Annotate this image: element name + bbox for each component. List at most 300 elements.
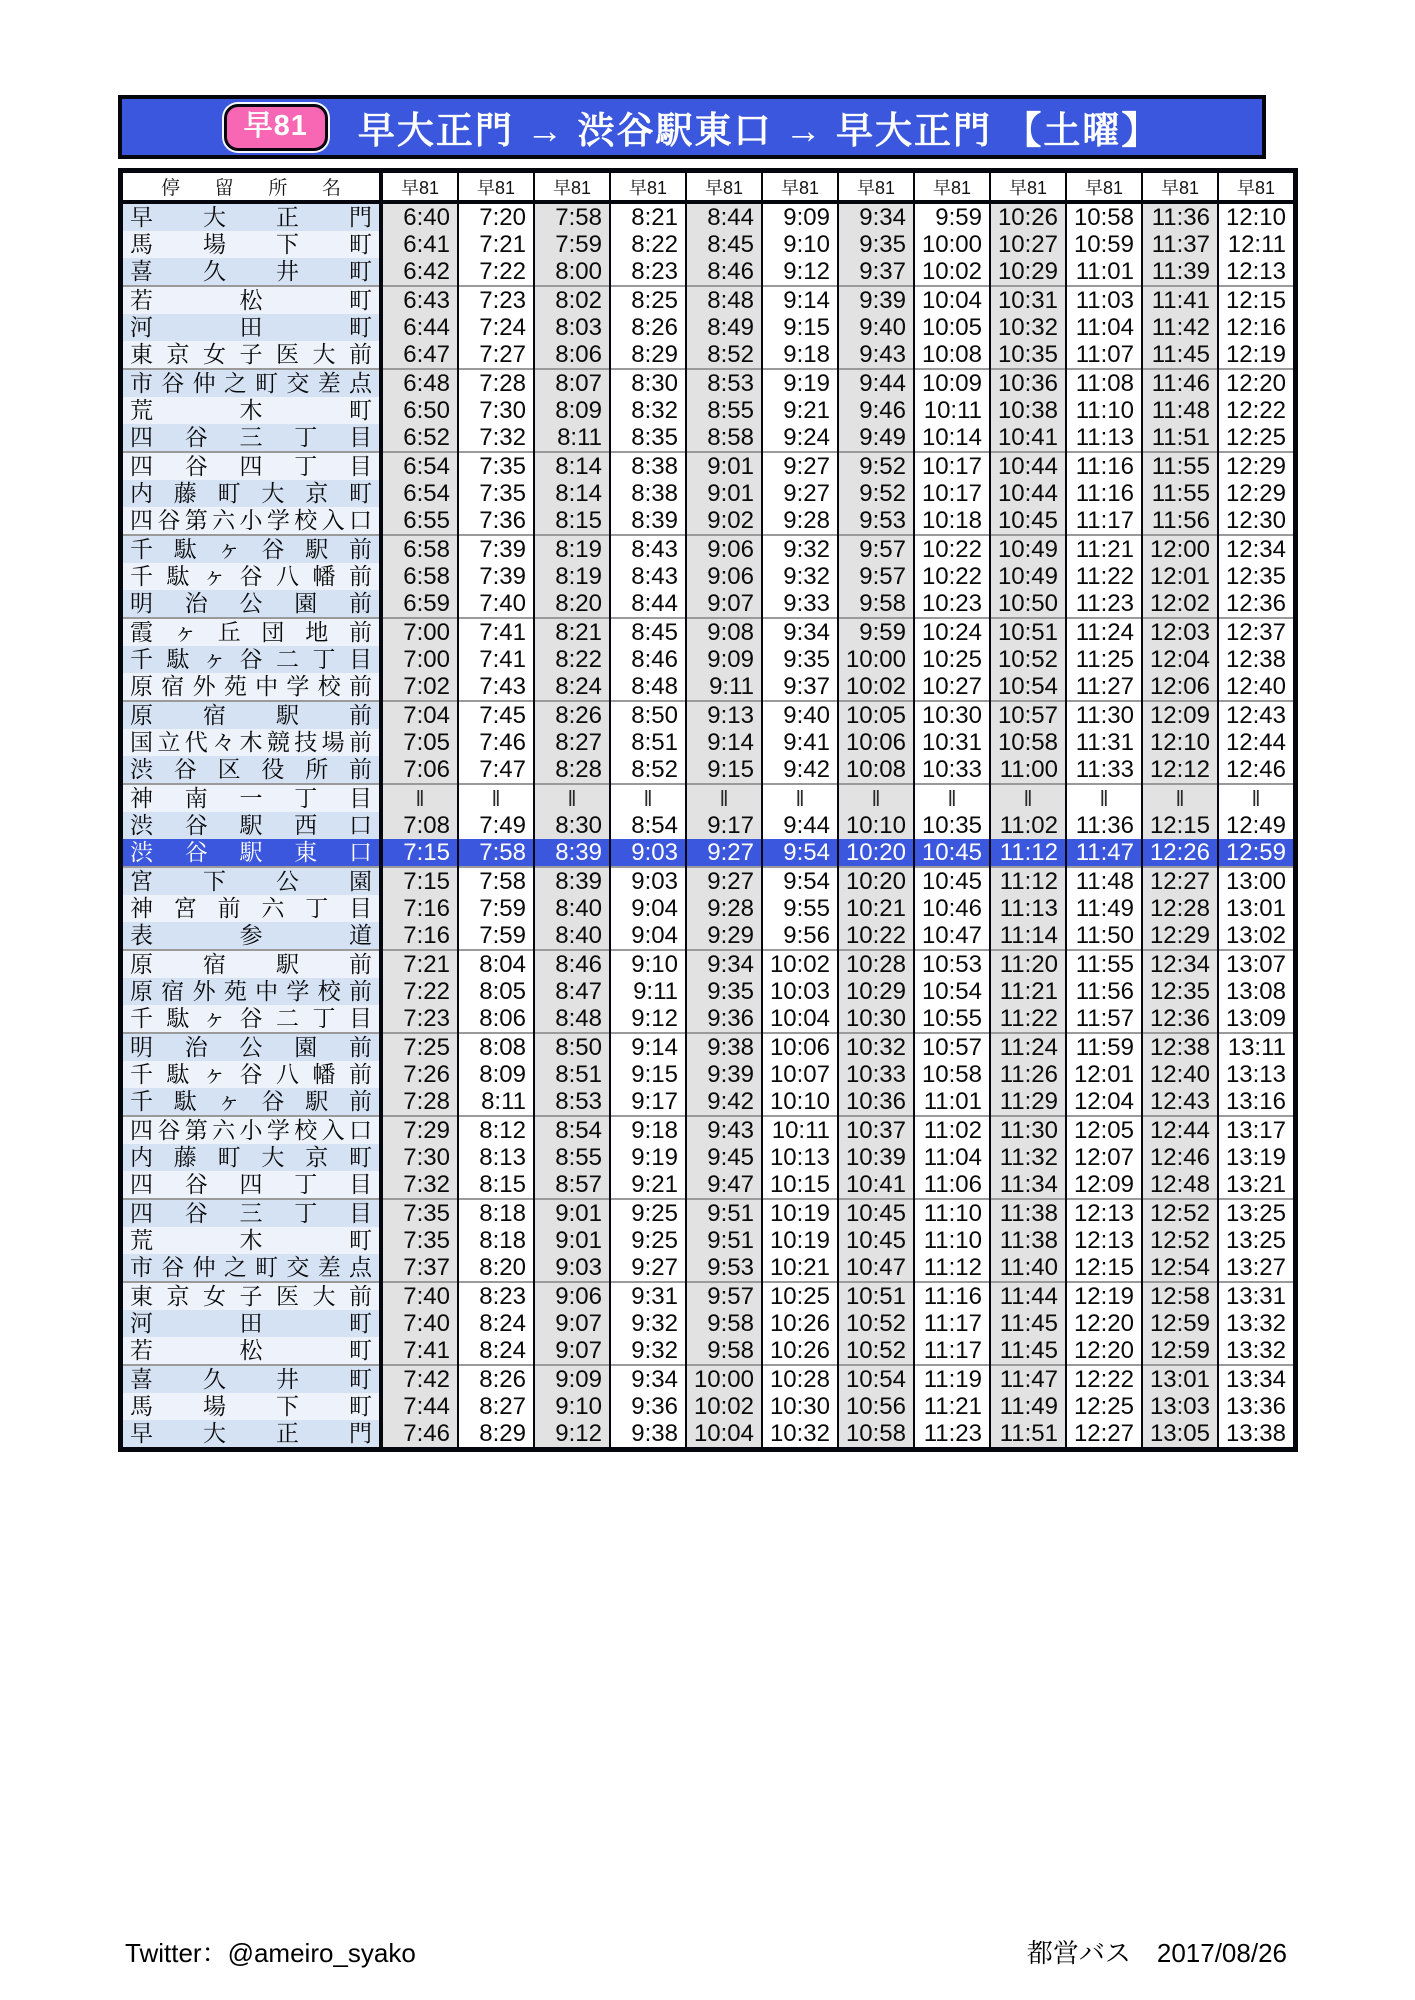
time-cell: 8:02 <box>534 286 610 314</box>
time-cell: 10:27 <box>914 673 990 701</box>
time-cell: 9:59 <box>914 202 990 231</box>
time-cell: 7:00 <box>381 618 458 646</box>
route-column-header: 早81 <box>1218 171 1296 203</box>
time-cell: 12:54 <box>1142 1254 1218 1282</box>
time-cell: 13:25 <box>1218 1227 1296 1254</box>
time-cell: 8:52 <box>610 756 686 784</box>
time-cell: 9:41 <box>762 729 838 756</box>
time-cell: 7:58 <box>458 839 534 867</box>
time-cell: 10:36 <box>838 1088 914 1116</box>
time-cell: 7:44 <box>381 1393 458 1420</box>
route-title: 早大正門 → 渋谷駅東口 → 早大正門 【土曜】 <box>357 110 1161 151</box>
time-cell: 7:24 <box>458 314 534 341</box>
time-cell: 10:15 <box>762 1171 838 1199</box>
stop-row <box>121 1061 1296 1088</box>
time-cell: 8:26 <box>458 1365 534 1393</box>
stop-name-cell: 千 駄 ヶ 谷 二 丁 目 <box>121 646 382 673</box>
time-cell: 9:40 <box>838 314 914 341</box>
time-cell: 11:17 <box>914 1310 990 1337</box>
time-cell: 10:52 <box>990 646 1066 673</box>
time-cell: 10:41 <box>990 424 1066 452</box>
stop-name-cell: 喜 久 井 町 <box>121 1365 382 1393</box>
time-cell: 10:54 <box>914 978 990 1005</box>
time-cell: 9:35 <box>838 231 914 258</box>
time-cell: 8:20 <box>458 1254 534 1282</box>
stop-name-cell: 荒 木 町 <box>121 397 382 424</box>
time-cell: 9:19 <box>762 369 838 397</box>
time-cell: 10:44 <box>990 452 1066 480</box>
time-cell: 9:49 <box>838 424 914 452</box>
time-cell: 12:27 <box>1066 1420 1142 1450</box>
time-cell: 11:24 <box>990 1033 1066 1061</box>
stop-row <box>121 369 1296 397</box>
time-cell: 12:52 <box>1142 1227 1218 1254</box>
time-cell: 12:44 <box>1218 729 1296 756</box>
time-cell: 13:07 <box>1218 950 1296 978</box>
time-cell: 10:47 <box>914 922 990 950</box>
time-cell: 12:01 <box>1066 1061 1142 1088</box>
time-cell: 7:05 <box>381 729 458 756</box>
time-cell: 12:28 <box>1142 895 1218 922</box>
time-cell: 9:39 <box>838 286 914 314</box>
time-cell: 6:52 <box>381 424 458 452</box>
time-cell: 6:41 <box>381 231 458 258</box>
stop-name-cell: 明 治 公 園 前 <box>121 1033 382 1061</box>
time-cell: 6:50 <box>381 397 458 424</box>
stop-name-header-label: 停 留 所 名 <box>161 178 341 199</box>
time-cell: 8:09 <box>458 1061 534 1088</box>
time-cell: 8:06 <box>534 341 610 369</box>
time-cell: 9:47 <box>686 1171 762 1199</box>
stop-name-cell: 馬 場 下 町 <box>121 231 382 258</box>
timetable <box>118 168 1298 1452</box>
time-cell: 11:38 <box>990 1199 1066 1227</box>
time-cell: 7:26 <box>381 1061 458 1088</box>
time-cell: 10:20 <box>838 839 914 867</box>
time-cell: 10:57 <box>914 1033 990 1061</box>
time-cell: 8:46 <box>610 646 686 673</box>
time-cell: 11:02 <box>914 1116 990 1144</box>
stop-row <box>121 1199 1296 1227</box>
time-cell: 10:45 <box>914 839 990 867</box>
time-cell: 13:32 <box>1218 1337 1296 1365</box>
time-cell: 11:21 <box>914 1393 990 1420</box>
time-cell: 7:35 <box>381 1199 458 1227</box>
stop-row <box>121 231 1296 258</box>
route-column-header: 早81 <box>610 171 686 203</box>
time-cell: 10:51 <box>838 1282 914 1310</box>
time-cell: 11:04 <box>1066 314 1142 341</box>
time-cell: 9:07 <box>534 1337 610 1365</box>
time-cell: 10:35 <box>990 341 1066 369</box>
time-cell: 11:13 <box>1066 424 1142 452</box>
time-cell: 10:28 <box>838 950 914 978</box>
time-cell: 12:06 <box>1142 673 1218 701</box>
stop-row <box>121 590 1296 618</box>
time-cell: 7:45 <box>458 701 534 729</box>
time-cell: 8:19 <box>534 535 610 563</box>
time-cell: 10:11 <box>914 397 990 424</box>
footer-credit: Twitter：@ameiro_syako <box>125 1938 416 1968</box>
time-cell: 10:17 <box>914 452 990 480</box>
time-cell: 13:27 <box>1218 1254 1296 1282</box>
route-column-header: 早81 <box>990 171 1066 203</box>
time-cell: 12:15 <box>1218 286 1296 314</box>
time-cell: 10:32 <box>838 1033 914 1061</box>
stop-row <box>121 1005 1296 1033</box>
time-cell: 10:35 <box>914 812 990 839</box>
time-cell: 9:11 <box>610 978 686 1005</box>
time-cell: 12:09 <box>1066 1171 1142 1199</box>
time-cell: 9:40 <box>762 701 838 729</box>
time-cell: 7:40 <box>381 1282 458 1310</box>
stop-row <box>121 1365 1296 1393</box>
stop-row <box>121 480 1296 507</box>
time-cell: 9:27 <box>686 839 762 867</box>
time-cell: 11:59 <box>1066 1033 1142 1061</box>
time-cell: 11:06 <box>914 1171 990 1199</box>
time-cell: 9:02 <box>686 507 762 535</box>
time-cell: 10:06 <box>762 1033 838 1061</box>
time-cell: 9:34 <box>686 950 762 978</box>
route-column-header: 早81 <box>914 171 990 203</box>
time-cell: 9:01 <box>686 452 762 480</box>
time-cell: 6:48 <box>381 369 458 397</box>
time-cell: 8:53 <box>534 1088 610 1116</box>
time-cell: 9:15 <box>686 756 762 784</box>
time-cell: 10:17 <box>914 480 990 507</box>
header-row <box>121 171 1296 203</box>
time-cell: 12:20 <box>1218 369 1296 397</box>
stop-name-cell: 東 京 女 子 医 大 前 <box>121 341 382 369</box>
time-cell: 9:52 <box>838 480 914 507</box>
time-cell: 8:23 <box>610 258 686 286</box>
time-cell: 6:44 <box>381 314 458 341</box>
time-cell: 11:13 <box>990 895 1066 922</box>
time-cell: 8:48 <box>534 1005 610 1033</box>
time-cell: 13:01 <box>1218 895 1296 922</box>
stop-name-cell: 馬 場 下 町 <box>121 1393 382 1420</box>
time-cell: 10:18 <box>914 507 990 535</box>
time-cell: 12:30 <box>1218 507 1296 535</box>
time-cell: 10:56 <box>838 1393 914 1420</box>
time-cell: 11:27 <box>1066 673 1142 701</box>
time-cell: 12:04 <box>1066 1088 1142 1116</box>
stop-row <box>121 812 1296 839</box>
stop-row <box>121 1310 1296 1337</box>
time-cell: 7:15 <box>381 867 458 895</box>
route-column-header: 早81 <box>686 171 762 203</box>
route-column-header: 早81 <box>762 171 838 203</box>
time-cell: 8:44 <box>610 590 686 618</box>
time-cell: 12:38 <box>1218 646 1296 673</box>
time-cell: 9:42 <box>686 1088 762 1116</box>
time-cell: 9:51 <box>686 1227 762 1254</box>
stop-row <box>121 1116 1296 1144</box>
time-cell: 10:00 <box>838 646 914 673</box>
time-cell: 10:05 <box>914 314 990 341</box>
stop-name-cell: 渋 谷 駅 東 口 <box>121 839 382 867</box>
time-cell: 10:29 <box>990 258 1066 286</box>
time-cell: 12:22 <box>1066 1365 1142 1393</box>
time-cell: 11:41 <box>1142 286 1218 314</box>
time-cell: 9:55 <box>762 895 838 922</box>
stop-name-cell: 市 谷 仲 之 町 交 差 点 <box>121 1254 382 1282</box>
time-cell: 7:25 <box>381 1033 458 1061</box>
time-cell: 11:57 <box>1066 1005 1142 1033</box>
time-cell: 12:38 <box>1142 1033 1218 1061</box>
time-cell: 9:06 <box>686 535 762 563</box>
time-cell: 12:40 <box>1218 673 1296 701</box>
stop-row <box>121 397 1296 424</box>
stop-name-cell: 四 谷 三 丁 目 <box>121 424 382 452</box>
time-cell: 8:39 <box>534 867 610 895</box>
time-cell: 8:28 <box>534 756 610 784</box>
time-cell: 7:58 <box>458 867 534 895</box>
time-cell: 7:22 <box>381 978 458 1005</box>
time-cell: 7:35 <box>381 1227 458 1254</box>
time-cell: 11:32 <box>990 1144 1066 1171</box>
time-cell: 10:19 <box>762 1227 838 1254</box>
time-cell: 9:36 <box>686 1005 762 1033</box>
time-cell: 12:27 <box>1142 867 1218 895</box>
time-cell: 11:56 <box>1066 978 1142 1005</box>
time-cell: 9:01 <box>534 1199 610 1227</box>
time-cell: 9:58 <box>686 1337 762 1365</box>
stop-name-cell: 早 大 正 門 <box>121 202 382 231</box>
timetable-body <box>121 202 1296 1450</box>
time-cell: 8:47 <box>534 978 610 1005</box>
time-cell: 10:00 <box>686 1365 762 1393</box>
time-cell: 10:45 <box>838 1227 914 1254</box>
time-cell: 9:37 <box>838 258 914 286</box>
stop-row <box>121 1033 1296 1061</box>
time-cell: 6:40 <box>381 202 458 231</box>
time-cell: 11:48 <box>1066 867 1142 895</box>
time-cell: 12:13 <box>1066 1199 1142 1227</box>
skip-cell: ‖ <box>838 784 914 812</box>
time-cell: 8:49 <box>686 314 762 341</box>
stop-row <box>121 535 1296 563</box>
time-cell: 11:56 <box>1142 507 1218 535</box>
time-cell: 8:30 <box>610 369 686 397</box>
time-cell: 13:01 <box>1142 1365 1218 1393</box>
time-cell: 8:24 <box>534 673 610 701</box>
time-cell: 8:40 <box>534 922 610 950</box>
time-cell: 11:17 <box>914 1337 990 1365</box>
time-cell: 13:13 <box>1218 1061 1296 1088</box>
time-cell: 11:03 <box>1066 286 1142 314</box>
time-cell: 12:40 <box>1142 1061 1218 1088</box>
stop-name-cell: 四 谷 第 六 小 学 校 入 口 <box>121 1116 382 1144</box>
time-cell: 8:29 <box>610 341 686 369</box>
stop-row <box>121 729 1296 756</box>
time-cell: 11:26 <box>990 1061 1066 1088</box>
time-cell: 8:55 <box>534 1144 610 1171</box>
stop-name-cell: 早 大 正 門 <box>121 1420 382 1450</box>
time-cell: 12:35 <box>1142 978 1218 1005</box>
time-cell: 10:31 <box>990 286 1066 314</box>
time-cell: 7:42 <box>381 1365 458 1393</box>
time-cell: 7:59 <box>458 922 534 950</box>
time-cell: 11:21 <box>990 978 1066 1005</box>
time-cell: 12:16 <box>1218 314 1296 341</box>
footer-source-date: 都営バス 2017/08/26 <box>1026 1938 1287 1968</box>
time-cell: 10:06 <box>838 729 914 756</box>
time-cell: 9:25 <box>610 1199 686 1227</box>
time-cell: 7:20 <box>458 202 534 231</box>
time-cell: 11:51 <box>1142 424 1218 452</box>
route-column-header: 早81 <box>458 171 534 203</box>
time-cell: 11:36 <box>1142 202 1218 231</box>
time-cell: 11:08 <box>1066 369 1142 397</box>
stop-name-cell: 千 駄 ヶ 谷 八 幡 前 <box>121 563 382 590</box>
time-cell: 10:52 <box>838 1337 914 1365</box>
time-cell: 6:42 <box>381 258 458 286</box>
time-cell: 9:14 <box>686 729 762 756</box>
time-cell: 8:24 <box>458 1310 534 1337</box>
time-cell: 7:23 <box>381 1005 458 1033</box>
time-cell: 10:13 <box>762 1144 838 1171</box>
time-cell: 11:30 <box>1066 701 1142 729</box>
time-cell: 12:15 <box>1066 1254 1142 1282</box>
time-cell: 10:46 <box>914 895 990 922</box>
stop-name-cell: 河 田 町 <box>121 1310 382 1337</box>
stop-name-cell: 神 南 一 丁 目 <box>121 784 382 812</box>
time-cell: 11:49 <box>990 1393 1066 1420</box>
time-cell: 9:21 <box>762 397 838 424</box>
stop-name-cell: 四 谷 第 六 小 学 校 入 口 <box>121 507 382 535</box>
time-cell: 10:58 <box>914 1061 990 1088</box>
time-cell: 7:28 <box>458 369 534 397</box>
time-cell: 6:54 <box>381 452 458 480</box>
time-cell: 9:34 <box>610 1365 686 1393</box>
time-cell: 8:32 <box>610 397 686 424</box>
time-cell: 8:45 <box>686 231 762 258</box>
stop-row <box>121 950 1296 978</box>
skip-cell: ‖ <box>610 784 686 812</box>
stop-name-cell: 渋 谷 区 役 所 前 <box>121 756 382 784</box>
time-cell: 11:42 <box>1142 314 1218 341</box>
time-cell: 8:14 <box>534 452 610 480</box>
stop-row <box>121 867 1296 895</box>
time-cell: 10:25 <box>762 1282 838 1310</box>
time-cell: 8:15 <box>458 1171 534 1199</box>
skip-cell: ‖ <box>534 784 610 812</box>
time-cell: 11:04 <box>914 1144 990 1171</box>
time-cell: 10:54 <box>838 1365 914 1393</box>
skip-cell: ‖ <box>1218 784 1296 812</box>
time-cell: 12:26 <box>1142 839 1218 867</box>
time-cell: 9:39 <box>686 1061 762 1088</box>
stop-name-cell: 国 立 代 々 木 競 技 場 前 <box>121 729 382 756</box>
time-cell: 11:10 <box>1066 397 1142 424</box>
time-cell: 10:26 <box>990 202 1066 231</box>
time-cell: 10:30 <box>762 1393 838 1420</box>
time-cell: 9:12 <box>610 1005 686 1033</box>
time-cell: 11:44 <box>990 1282 1066 1310</box>
timetable-wrapper <box>118 168 1298 1452</box>
route-badge: 早81 <box>224 104 328 151</box>
time-cell: 10:07 <box>762 1061 838 1088</box>
time-cell: 10:32 <box>990 314 1066 341</box>
time-cell: 12:36 <box>1218 590 1296 618</box>
stop-name-cell: 宮 下 公 園 <box>121 867 382 895</box>
time-cell: 6:54 <box>381 480 458 507</box>
time-cell: 7:21 <box>381 950 458 978</box>
stop-row <box>121 1337 1296 1365</box>
time-cell: 10:19 <box>762 1199 838 1227</box>
time-cell: 7:32 <box>458 424 534 452</box>
time-cell: 8:21 <box>610 202 686 231</box>
time-cell: 9:24 <box>762 424 838 452</box>
time-cell: 9:46 <box>838 397 914 424</box>
time-cell: 13:19 <box>1218 1144 1296 1171</box>
time-cell: 11:17 <box>1066 507 1142 535</box>
stop-name-cell: 喜 久 井 町 <box>121 258 382 286</box>
time-cell: 13:02 <box>1218 922 1296 950</box>
route-column-header: 早81 <box>838 171 914 203</box>
time-cell: 10:31 <box>914 729 990 756</box>
time-cell: 10:55 <box>914 1005 990 1033</box>
time-cell: 11:02 <box>990 812 1066 839</box>
stop-row <box>121 756 1296 784</box>
time-cell: 9:51 <box>686 1199 762 1227</box>
time-cell: 11:37 <box>1142 231 1218 258</box>
time-cell: 12:34 <box>1142 950 1218 978</box>
time-cell: 8:43 <box>610 535 686 563</box>
time-cell: 13:00 <box>1218 867 1296 895</box>
time-cell: 8:39 <box>610 507 686 535</box>
stop-name-cell: 原 宿 駅 前 <box>121 950 382 978</box>
stop-row <box>121 314 1296 341</box>
stop-row <box>121 701 1296 729</box>
time-cell: 10:28 <box>762 1365 838 1393</box>
time-cell: 9:35 <box>686 978 762 1005</box>
stop-row <box>121 618 1296 646</box>
time-cell: 13:38 <box>1218 1420 1296 1450</box>
time-cell: 10:02 <box>914 258 990 286</box>
route-column-header: 早81 <box>381 171 458 203</box>
time-cell: 12:10 <box>1142 729 1218 756</box>
stop-name-cell: 神 宮 前 六 丁 目 <box>121 895 382 922</box>
time-cell: 8:19 <box>534 563 610 590</box>
time-cell: 11:07 <box>1066 341 1142 369</box>
time-cell: 8:22 <box>534 646 610 673</box>
time-cell: 8:46 <box>686 258 762 286</box>
time-cell: 9:10 <box>762 231 838 258</box>
time-cell: 10:11 <box>762 1116 838 1144</box>
time-cell: 12:37 <box>1218 618 1296 646</box>
time-cell: 6:59 <box>381 590 458 618</box>
time-cell: 10:51 <box>990 618 1066 646</box>
stop-row-highlighted <box>121 839 1296 867</box>
stop-name-cell: 千 駄 ヶ 谷 二 丁 目 <box>121 1005 382 1033</box>
time-cell: 13:08 <box>1218 978 1296 1005</box>
time-cell: 9:17 <box>686 812 762 839</box>
time-cell: 12:12 <box>1142 756 1218 784</box>
time-cell: 9:03 <box>534 1254 610 1282</box>
time-cell: 8:51 <box>610 729 686 756</box>
time-cell: 11:45 <box>990 1310 1066 1337</box>
time-cell: 9:33 <box>762 590 838 618</box>
time-cell: 10:45 <box>914 867 990 895</box>
stop-row <box>121 424 1296 452</box>
stop-name-cell: 原 宿 外 苑 中 学 校 前 <box>121 673 382 701</box>
time-cell: 9:10 <box>610 950 686 978</box>
time-cell: 12:19 <box>1218 341 1296 369</box>
time-cell: 10:45 <box>838 1199 914 1227</box>
